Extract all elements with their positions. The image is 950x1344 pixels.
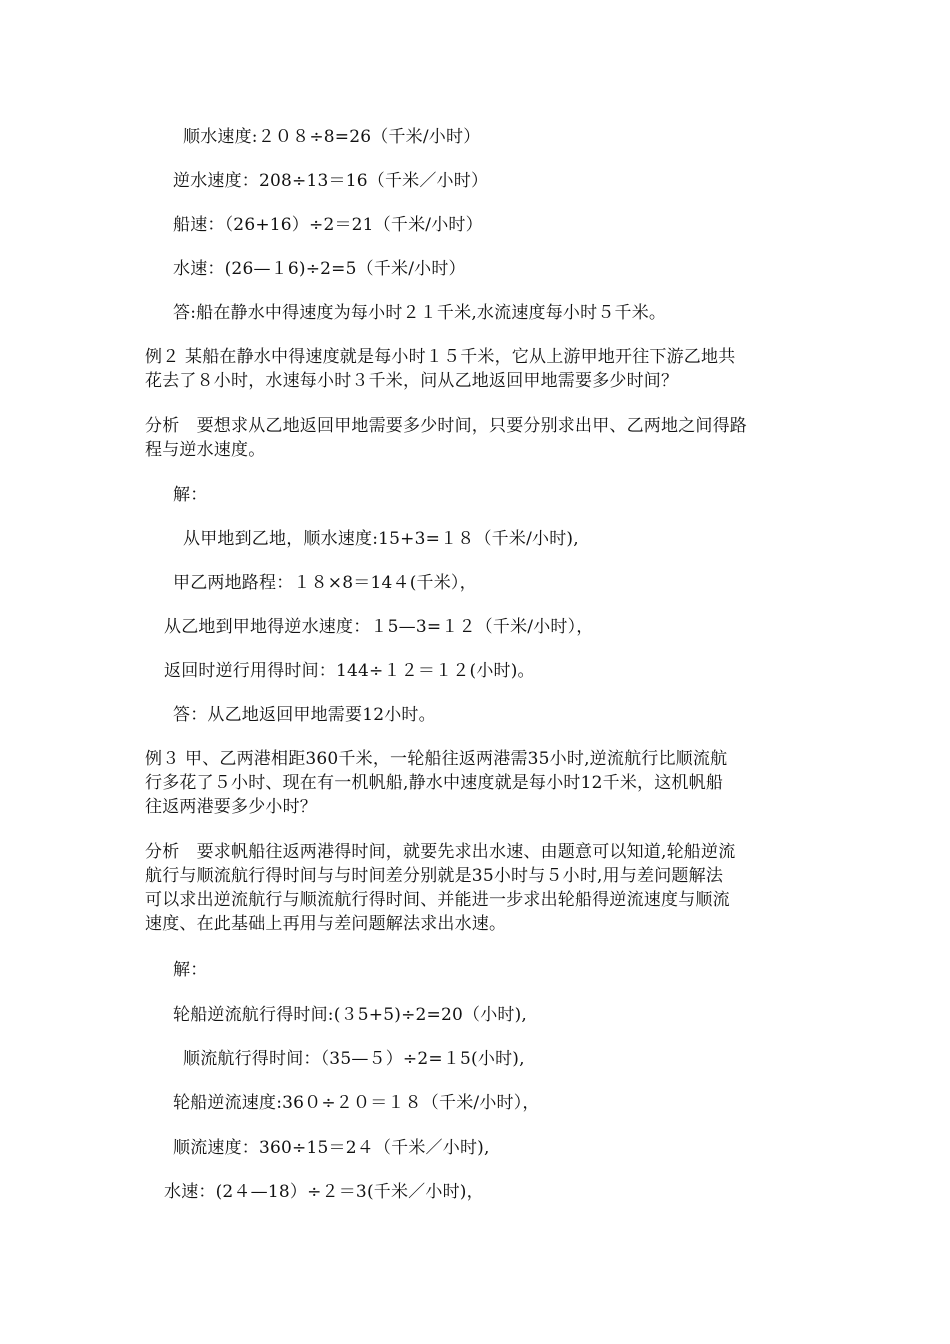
example-3-analysis (145, 840, 815, 936)
text-line: 航行与顺流航行得时间与与时间差分别就是35小时与５小时,用与差问题解法 (145, 866, 724, 886)
text-line: 水速：(2４—18）÷２＝3(千米／小时)， (164, 1182, 484, 1202)
text-line: 船速：（26+16）÷2＝21（千米/小时） (173, 215, 483, 235)
text-line: 分析 要想求从乙地返回甲地需要多少时间，只要分别求出甲、乙两地之间得路 (145, 416, 747, 436)
text-line: 例２ 某船在静水中得速度就是每小时１５千米，它从上游甲地开往下游乙地共 (145, 347, 736, 367)
text-line: 答：从乙地返回甲地需要12小时。 (173, 705, 436, 725)
text-line: 行多花了５小时、现在有一机帆船,静水中速度就是每小时12千米，这机帆船 (145, 773, 724, 793)
text-line: 顺水速度:２０８÷8=26（千米/小时） (183, 127, 481, 147)
text-line: 返回时逆行用得时间：144÷１２＝１２(小时)。 (164, 661, 535, 681)
example-2-analysis (145, 414, 815, 462)
text-line: 速度、在此基础上再用与差问题解法求出水速。 (145, 914, 507, 934)
text-line: 甲乙两地路程：１８×8＝14４(千米）， (173, 573, 477, 593)
text-line: 可以求出逆流航行与顺流航行得时间、并能进一步求出轮船得逆流速度与顺流 (145, 890, 730, 910)
text-line: 答:船在静水中得速度为每小时２１千米,水流速度每小时５千米。 (173, 303, 667, 323)
solution-label: 解： (173, 960, 208, 980)
text-line: 花去了８小时，水速每小时３千米，问从乙地返回甲地需要多少时间？ (145, 371, 679, 391)
text-line: 从乙地到甲地得逆水速度：１5—3=１２（千米/小时）， (164, 617, 594, 637)
text-line: 逆水速度：208÷13＝16（千米／小时） (173, 171, 489, 191)
solution-label: 解： (173, 485, 208, 505)
text-line: 分析 要求帆船往返两港得时间，就要先求出水速、由题意可以知道,轮船逆流 (145, 842, 736, 862)
text-line: 顺流航行得时间：（35—５）÷2=１5(小时), (183, 1049, 525, 1069)
example-2-question (145, 345, 815, 393)
text-line: 从甲地到乙地，顺水速度:15+3=１８（千米/小时), (183, 529, 579, 549)
text-line: 水速：(26—１6)÷2=5（千米/小时） (173, 259, 466, 279)
text-line: 顺流速度：360÷15＝2４（千米／小时), (173, 1138, 490, 1158)
example-3-question (145, 747, 815, 819)
text-line: 轮船逆流速度:36０÷２０＝１８（千米/小时）， (173, 1093, 540, 1113)
text-line: 轮船逆流航行得时间:(３5+5)÷2=20（小时), (173, 1005, 528, 1025)
text-line: 往返两港要多少小时？ (145, 797, 317, 817)
text-line: 例３ 甲、乙两港相距360千米，一轮船往返两港需35小时,逆流航行比顺流航 (145, 749, 728, 769)
text-line: 程与逆水速度。 (145, 440, 266, 460)
